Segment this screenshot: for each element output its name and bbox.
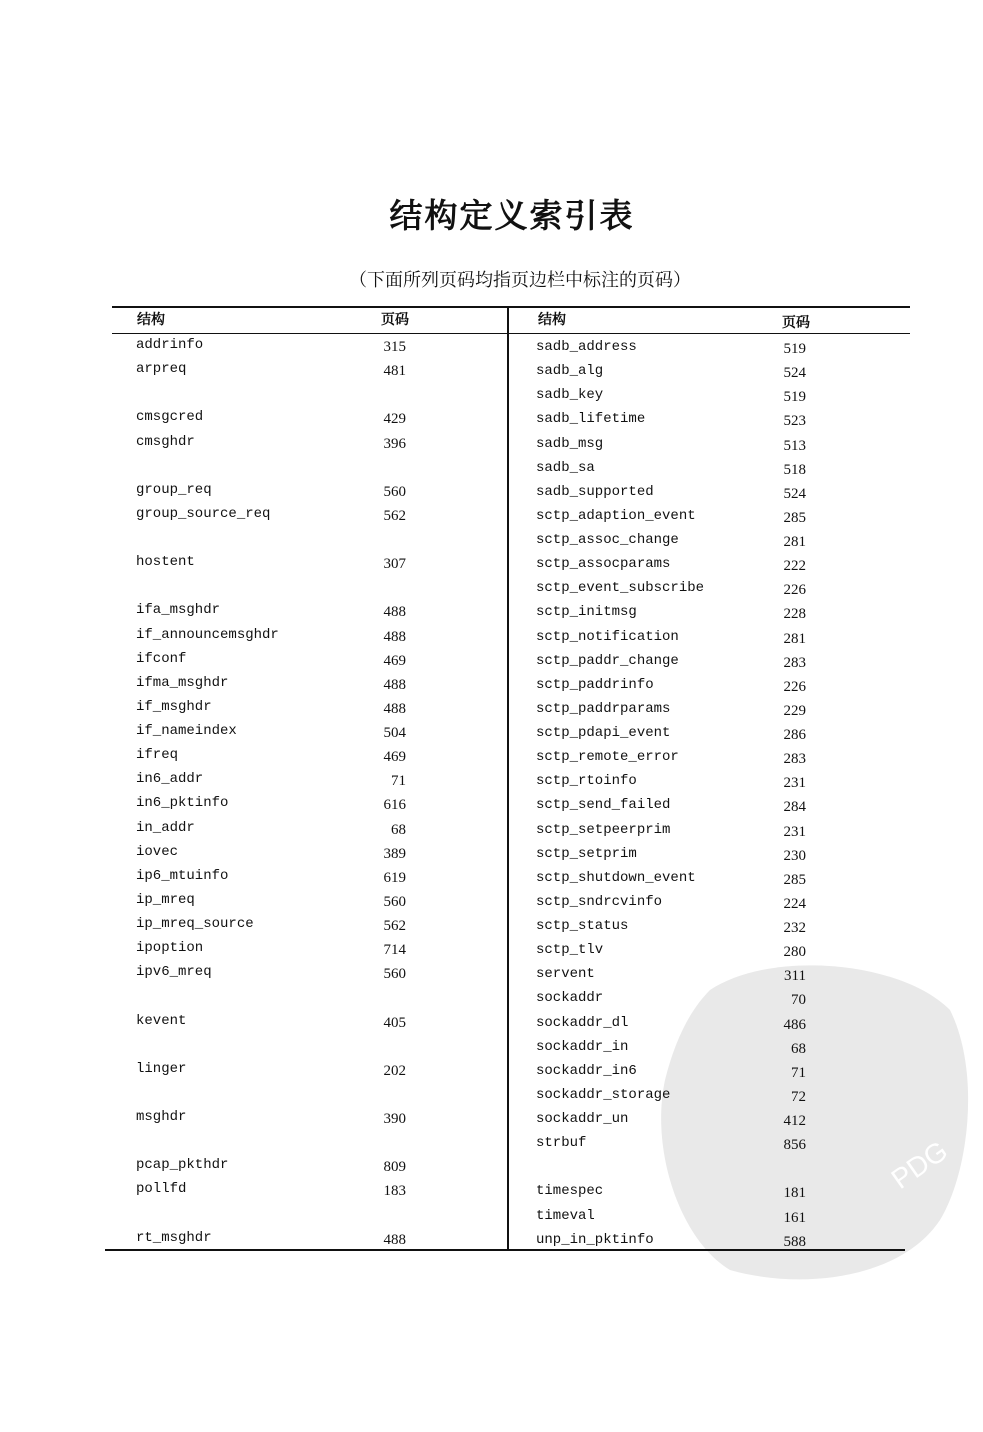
page-number: 68 — [391, 821, 406, 838]
struct-name: sctp_sndrcvinfo — [536, 893, 663, 910]
struct-name: timeval — [536, 1207, 595, 1224]
table-row — [136, 1107, 506, 1131]
struct-name: sctp_assocparams — [536, 556, 671, 573]
page-number: 222 — [783, 558, 806, 575]
struct-name: group_source_req — [136, 505, 271, 522]
page-number: 71 — [791, 1064, 806, 1081]
struct-name: sockaddr — [536, 990, 604, 1007]
table-row — [536, 482, 906, 506]
struct-name: iovec — [136, 843, 179, 860]
page-number: 524 — [783, 365, 806, 382]
page-number: 405 — [383, 1014, 406, 1031]
page-number: 481 — [383, 363, 406, 380]
page-number: 513 — [783, 437, 806, 454]
page-number: 283 — [783, 751, 806, 768]
struct-name: sctp_paddrparams — [536, 700, 671, 717]
page-title: 结构定义索引表 — [389, 196, 635, 235]
page-number: 281 — [783, 630, 806, 647]
page-number: 560 — [383, 966, 406, 983]
page-number: 488 — [383, 1231, 406, 1248]
struct-name: sadb_key — [536, 387, 604, 404]
table-row — [136, 552, 506, 576]
struct-name: pollfd — [136, 1181, 187, 1198]
page-number: 524 — [783, 485, 806, 502]
table-row — [536, 506, 906, 530]
struct-name: strbuf — [536, 1135, 587, 1152]
page-number: 469 — [383, 652, 406, 669]
struct-name: timespec — [536, 1183, 604, 1200]
page-number: 518 — [783, 461, 806, 478]
table-row — [536, 771, 906, 795]
page-number: 619 — [383, 869, 406, 886]
table-row — [136, 1155, 506, 1179]
table-row — [136, 721, 506, 745]
table-row — [536, 844, 906, 868]
page-number: 226 — [783, 678, 806, 695]
page-number: 562 — [383, 507, 406, 524]
table-row — [136, 842, 506, 866]
table-row — [536, 554, 906, 578]
table-row — [536, 868, 906, 892]
struct-name: sockaddr_storage — [536, 1086, 671, 1103]
column-divider — [507, 306, 509, 1250]
table-row — [536, 964, 906, 988]
table-row — [536, 820, 906, 844]
page-number: 560 — [383, 483, 406, 500]
table-row — [136, 1179, 506, 1203]
struct-name: sadb_msg — [536, 435, 604, 452]
table-top-rule — [112, 306, 910, 308]
svg-text:PDG: PDG — [885, 1134, 954, 1195]
page-number: 228 — [783, 606, 806, 623]
page-number: 280 — [783, 944, 806, 961]
table-row — [136, 1083, 506, 1107]
table-row — [136, 649, 506, 673]
struct-name: sctp_adaption_event — [536, 507, 696, 524]
table-row — [536, 361, 906, 385]
table-row — [536, 1181, 906, 1205]
page-number: 161 — [783, 1209, 806, 1226]
table-row — [536, 651, 906, 675]
page-number: 488 — [383, 604, 406, 621]
page-number: 809 — [383, 1159, 406, 1176]
page-number: 488 — [383, 628, 406, 645]
page-number: 71 — [391, 773, 406, 790]
table-row — [536, 723, 906, 747]
table-row — [536, 458, 906, 482]
table-row — [536, 795, 906, 819]
right-column — [536, 337, 906, 1254]
table-row — [136, 456, 506, 480]
table-row — [136, 1035, 506, 1059]
page-number: 231 — [783, 823, 806, 840]
table-row — [536, 385, 906, 409]
page-number: 616 — [383, 797, 406, 814]
struct-name: sctp_setprim — [536, 845, 637, 862]
page-number: 429 — [383, 411, 406, 428]
table-row — [136, 1059, 506, 1083]
table-row — [536, 892, 906, 916]
table-row — [536, 578, 906, 602]
table-row — [136, 480, 506, 504]
table-row — [136, 1011, 506, 1035]
struct-name: if_announcemsghdr — [136, 626, 279, 643]
table-row — [136, 625, 506, 649]
table-row — [536, 1109, 906, 1133]
page-number: 281 — [783, 534, 806, 550]
struct-name: ifa_msghdr — [136, 602, 221, 619]
struct-name: sctp_status — [536, 918, 629, 934]
struct-name: sctp_assoc_change — [536, 532, 679, 548]
table-row — [136, 1228, 506, 1252]
struct-name: ifconf — [136, 650, 187, 667]
table-row — [536, 1157, 906, 1181]
page-number: 523 — [783, 413, 806, 430]
table-row — [136, 528, 506, 552]
table-row — [536, 1037, 906, 1061]
struct-name: sctp_pdapi_event — [536, 725, 671, 741]
struct-name: sctp_notification — [536, 628, 679, 645]
page-number: 284 — [783, 799, 806, 816]
table-row — [136, 576, 506, 600]
struct-name: sctp_send_failed — [536, 797, 671, 814]
table-row — [136, 938, 506, 962]
table-row — [136, 407, 506, 431]
page-number: 72 — [791, 1088, 806, 1105]
page-number: 283 — [783, 654, 806, 671]
page-number: 224 — [783, 895, 806, 912]
table-row — [536, 699, 906, 723]
struct-name: cmsgcred — [136, 409, 204, 426]
table-row — [136, 745, 506, 769]
struct-name: sockaddr_in — [536, 1038, 629, 1055]
table-row — [536, 1061, 906, 1085]
page-number: 504 — [383, 725, 406, 741]
table-row — [136, 986, 506, 1010]
table-header-rule — [112, 333, 910, 334]
table-row — [136, 914, 506, 938]
struct-name: ipv6_mreq — [136, 964, 212, 981]
table-row — [136, 1131, 506, 1155]
struct-name: ifreq — [136, 747, 179, 764]
page-number: 390 — [383, 1111, 406, 1127]
table-row — [136, 866, 506, 890]
table-row — [536, 409, 906, 433]
page-number: 714 — [383, 942, 406, 959]
page-number: 232 — [783, 920, 806, 936]
struct-name: kevent — [136, 1012, 187, 1029]
struct-name: sadb_lifetime — [536, 411, 646, 428]
struct-name: sctp_setpeerprim — [536, 821, 671, 838]
struct-name: rt_msghdr — [136, 1229, 212, 1246]
table-row — [136, 335, 506, 359]
page-number: 311 — [784, 968, 806, 985]
struct-name: arpreq — [136, 361, 187, 378]
struct-name: sctp_initmsg — [536, 604, 637, 621]
struct-name: in_addr — [136, 819, 195, 836]
table-row — [136, 818, 506, 842]
table-row — [536, 916, 906, 940]
struct-name: sctp_paddr_change — [536, 652, 679, 669]
header-structure-right: 结构 — [538, 312, 566, 328]
page-number: 307 — [383, 556, 406, 573]
table-row — [536, 530, 906, 554]
table-row — [136, 890, 506, 914]
page-number: 389 — [383, 845, 406, 862]
table-row — [136, 1204, 506, 1228]
left-column — [136, 335, 506, 1252]
page-number: 560 — [383, 893, 406, 910]
struct-name: sadb_alg — [536, 363, 604, 380]
header-page-left: 页码 — [381, 312, 409, 328]
table-row — [136, 359, 506, 383]
page-number: 315 — [383, 339, 406, 355]
table-row — [136, 769, 506, 793]
table-row — [536, 1013, 906, 1037]
header-page-right: 页码 — [782, 315, 810, 331]
struct-name: if_msghdr — [136, 698, 212, 715]
page-number: 412 — [783, 1113, 806, 1129]
table-row — [136, 697, 506, 721]
page-number: 70 — [791, 992, 806, 1009]
table-row — [536, 988, 906, 1012]
page-number: 230 — [783, 847, 806, 864]
page-number: 226 — [783, 582, 806, 599]
page-number: 488 — [383, 676, 406, 693]
struct-name: sockaddr_in6 — [536, 1062, 637, 1079]
table-row — [136, 673, 506, 697]
page-number: 396 — [383, 435, 406, 452]
struct-name: ipoption — [136, 940, 204, 957]
struct-name: sctp_remote_error — [536, 749, 679, 766]
struct-name: if_nameindex — [136, 723, 237, 739]
struct-name: pcap_pkthdr — [136, 1157, 229, 1174]
struct-name: ifma_msghdr — [136, 674, 229, 691]
struct-name: sadb_sa — [536, 459, 595, 476]
struct-name: sctp_event_subscribe — [536, 580, 705, 597]
struct-name: sctp_tlv — [536, 942, 604, 959]
header-structure-left: 结构 — [137, 312, 165, 328]
struct-name: msghdr — [136, 1109, 187, 1125]
table-row — [136, 793, 506, 817]
table-row — [136, 962, 506, 986]
page-number: 68 — [791, 1040, 806, 1057]
page-number: 519 — [783, 341, 806, 357]
table-row — [536, 627, 906, 651]
table-row — [136, 432, 506, 456]
struct-name: ip6_mtuinfo — [136, 867, 229, 884]
struct-name: servent — [536, 966, 595, 983]
table-row — [536, 1206, 906, 1230]
page-number: 469 — [383, 749, 406, 766]
page-number: 202 — [383, 1062, 406, 1079]
table-row — [536, 1230, 906, 1254]
page-number: 488 — [383, 700, 406, 717]
struct-name: in6_addr — [136, 771, 204, 788]
page-number: 562 — [383, 918, 406, 934]
page-subtitle: （下面所列页码均指页边栏中标注的页码） — [349, 270, 691, 291]
struct-name: hostent — [136, 554, 195, 571]
page-number: 183 — [383, 1183, 406, 1200]
page-number: 285 — [783, 509, 806, 526]
table-row — [536, 675, 906, 699]
table-row — [536, 1133, 906, 1157]
table-row — [536, 434, 906, 458]
page-number: 856 — [783, 1137, 806, 1154]
table-row — [536, 1085, 906, 1109]
table-row — [136, 600, 506, 624]
struct-name: in6_pktinfo — [136, 795, 229, 812]
struct-name: sadb_address — [536, 339, 637, 355]
table-row — [136, 383, 506, 407]
page-number: 231 — [783, 775, 806, 792]
table-row — [536, 602, 906, 626]
page-number: 181 — [783, 1185, 806, 1202]
struct-name: group_req — [136, 481, 212, 498]
struct-name: sockaddr_dl — [536, 1014, 629, 1031]
table-row — [536, 337, 906, 361]
page-number: 285 — [783, 871, 806, 888]
table-row — [536, 747, 906, 771]
struct-name: ip_mreq_source — [136, 916, 254, 932]
struct-name: cmsghdr — [136, 433, 195, 450]
page-number: 519 — [783, 389, 806, 406]
struct-name: sctp_shutdown_event — [536, 869, 696, 886]
struct-name: linger — [136, 1060, 187, 1077]
table-row — [136, 504, 506, 528]
struct-name: sctp_paddrinfo — [536, 676, 654, 693]
page-number: 286 — [783, 727, 806, 743]
struct-name: ip_mreq — [136, 891, 195, 908]
page-number: 486 — [783, 1016, 806, 1033]
page-number: 229 — [783, 702, 806, 719]
table-row — [536, 940, 906, 964]
struct-name: addrinfo — [136, 337, 204, 353]
page-number: 588 — [783, 1233, 806, 1250]
struct-name: sadb_supported — [536, 483, 654, 500]
struct-name: sockaddr_un — [536, 1111, 629, 1127]
struct-name: unp_in_pktinfo — [536, 1231, 654, 1248]
struct-name: sctp_rtoinfo — [536, 773, 637, 790]
